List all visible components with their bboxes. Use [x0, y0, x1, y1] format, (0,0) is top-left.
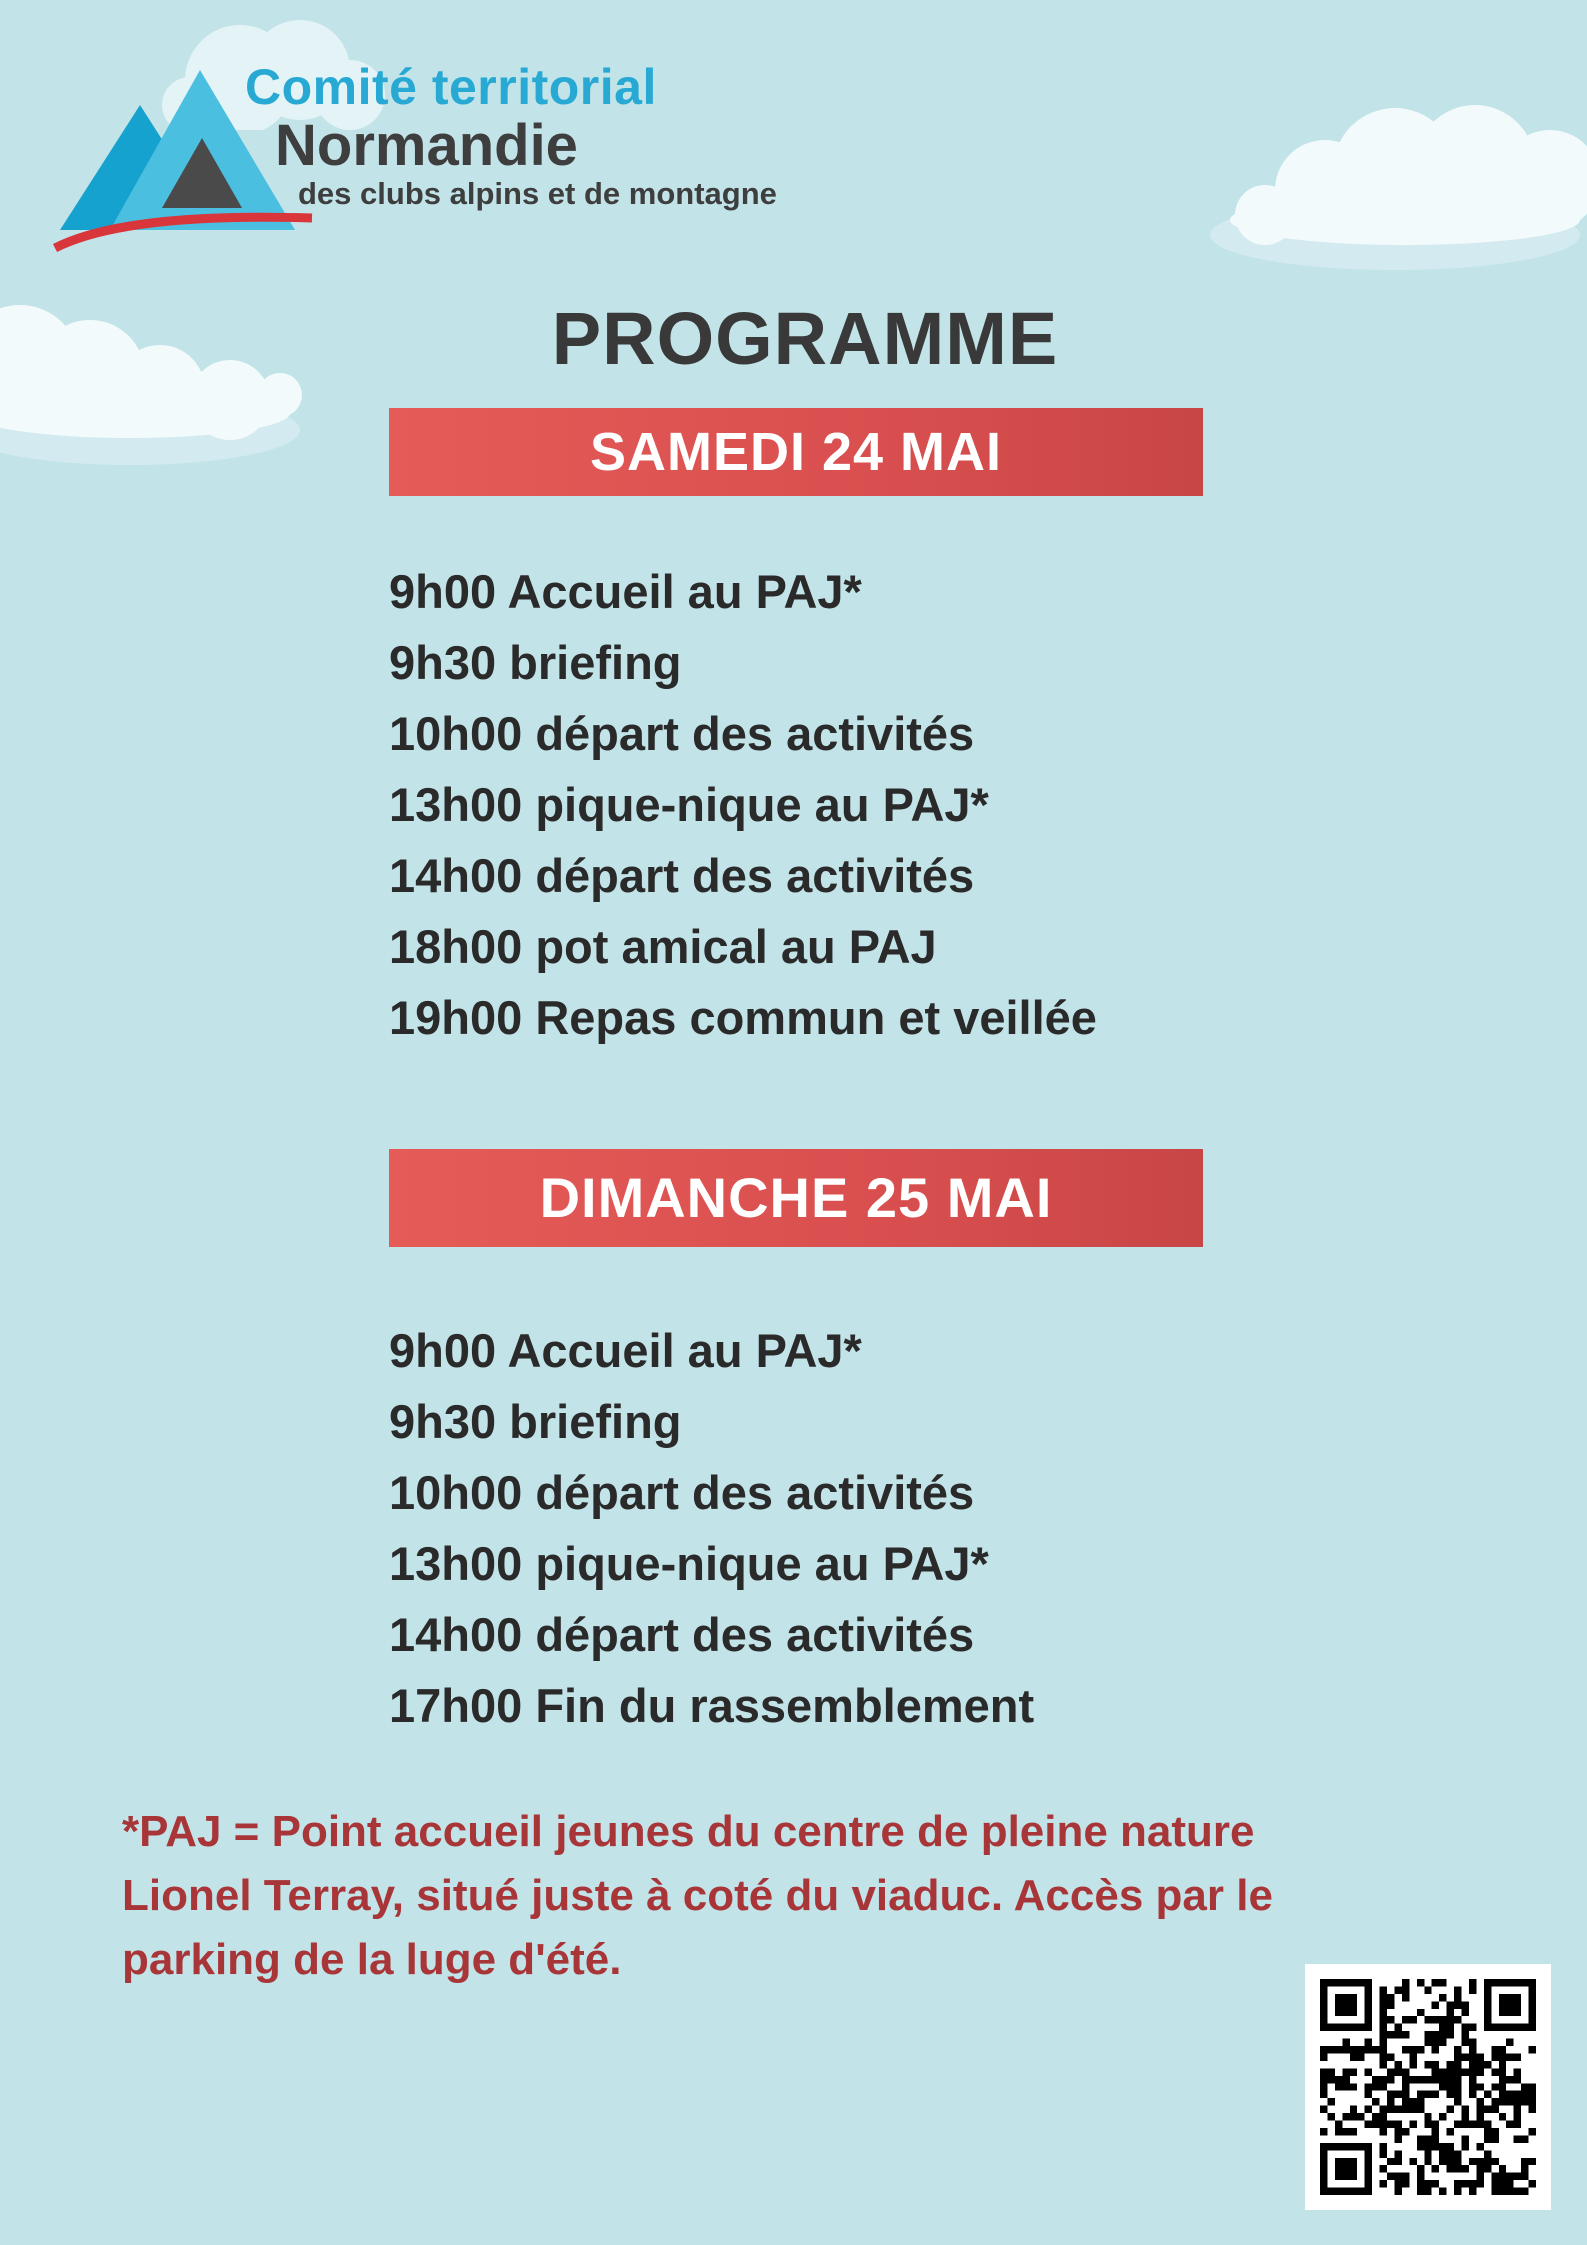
qr-code-icon [1320, 1979, 1536, 2195]
schedule-item: 10h00 départ des activités [389, 707, 975, 760]
organization-logo [50, 50, 780, 270]
schedule-sunday [389, 1315, 1034, 1741]
cloud-top-right [1205, 85, 1587, 275]
schedule-item: 18h00 pot amical au PAJ [389, 920, 937, 973]
schedule-item: 9h00 Accueil au PAJ* [389, 565, 862, 618]
day-banner-saturday: SAMEDI 24 MAI [389, 408, 1203, 496]
footnote-line: *PAJ = Point accueil jeunes du centre de pleine nature [122, 1807, 1255, 1856]
day-banner-sunday: DIMANCHE 25 MAI [389, 1149, 1203, 1247]
qr-code[interactable] [1305, 1964, 1551, 2210]
logo-line-1: Comité territorial [245, 59, 657, 115]
schedule-item: 9h00 Accueil au PAJ* [389, 1324, 862, 1377]
schedule-item: 9h30 briefing [389, 636, 682, 689]
footnote-line: parking de la luge d'été. [122, 1935, 622, 1984]
schedule-item: 10h00 départ des activités [389, 1466, 975, 1519]
schedule-item: 13h00 pique-nique au PAJ* [389, 778, 989, 831]
footnote-line: Lionel Terray, situé juste à coté du viaduc. Accès par le [122, 1871, 1273, 1920]
schedule-saturday [389, 556, 1097, 1048]
schedule-item: 19h00 Repas commun et veillée [389, 991, 1097, 1044]
logo-line-3: des clubs alpins et de montagne [298, 176, 777, 211]
page-title: PROGRAMME [551, 297, 1059, 380]
schedule-item: 17h00 Fin du rassemblement [389, 1679, 1035, 1732]
schedule-item: 14h00 départ des activités [389, 849, 975, 902]
schedule-item: 9h30 briefing [389, 1395, 682, 1448]
schedule-item: 14h00 départ des activités [389, 1608, 975, 1661]
logo-line-2: Normandie [275, 113, 578, 178]
schedule-item: 13h00 pique-nique au PAJ* [389, 1537, 989, 1590]
